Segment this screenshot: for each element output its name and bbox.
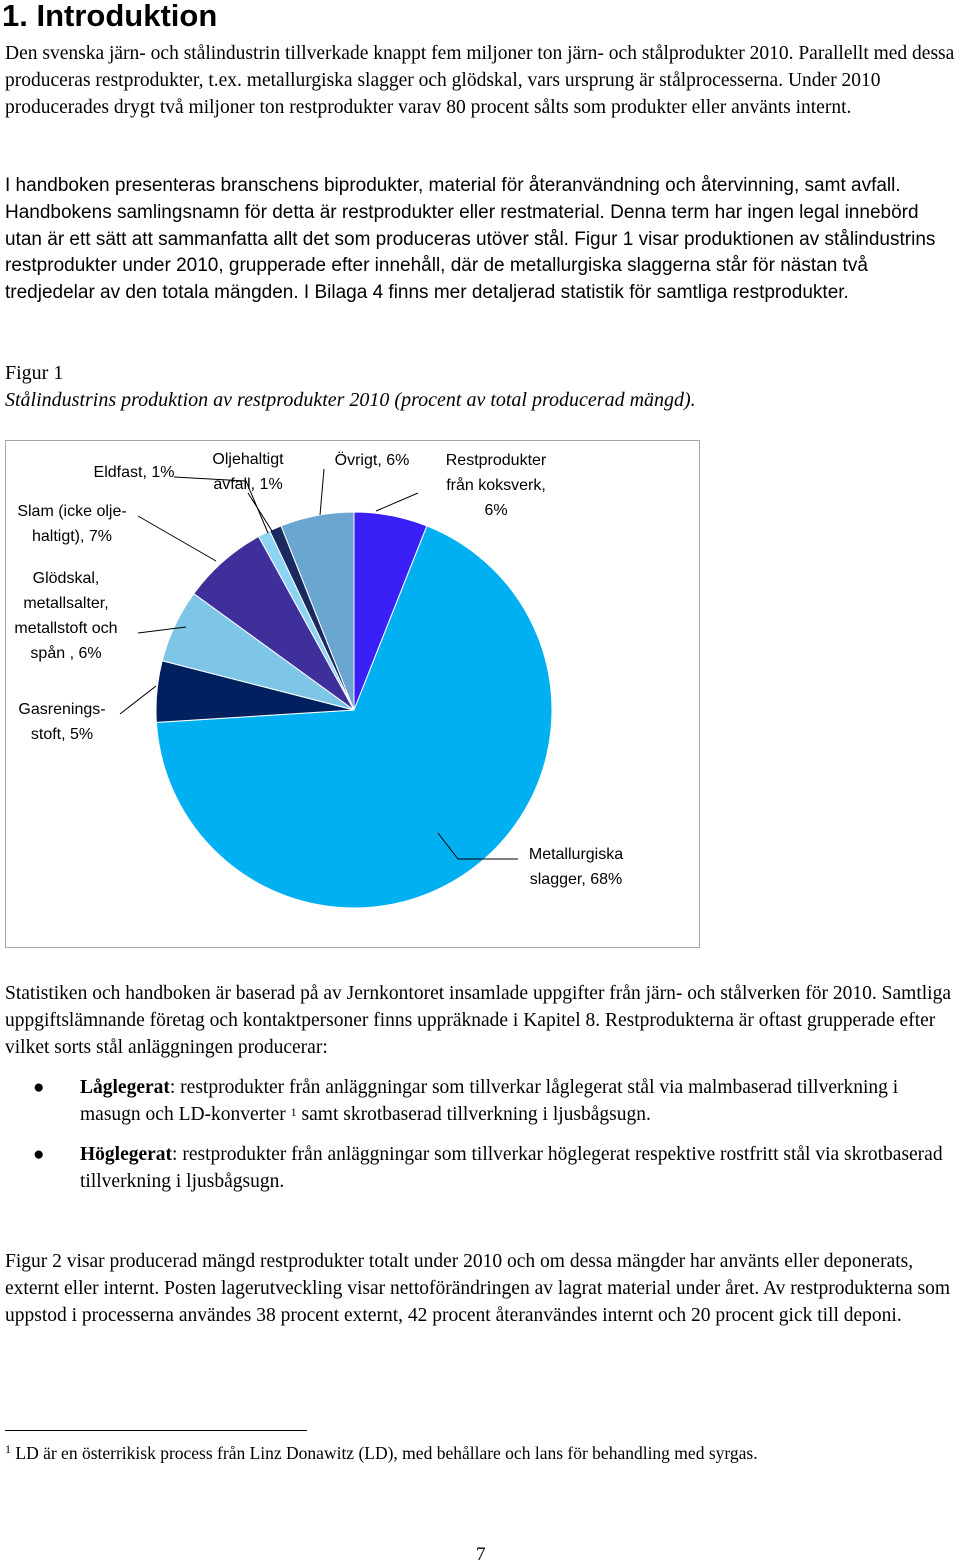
footnote-text: LD är en österrikisk process från Linz Donawitz (LD), med behållare och lans för behandling med syrgas. xyxy=(11,1443,758,1463)
section-heading: 1. Introduktion xyxy=(2,0,218,33)
footnote-marker: 1 xyxy=(5,1442,11,1456)
leader-line xyxy=(120,686,156,714)
slice-label-line: spån , 6% xyxy=(30,645,102,662)
slice-label-line: Eldfast, 1% xyxy=(93,464,175,481)
pie-chart xyxy=(6,441,701,949)
slice-label-line: Oljehaltigt xyxy=(212,451,284,468)
slice-label-line: Restprodukter xyxy=(445,452,547,469)
leader-line xyxy=(320,469,324,515)
slice-label-line: Metallurgiska xyxy=(528,846,624,863)
leader-line xyxy=(376,493,418,511)
slice-label-line: Glödskal, xyxy=(32,570,100,587)
slice-label xyxy=(17,503,126,545)
slice-label-line: 6% xyxy=(484,502,508,519)
bullet-term: Låglegerat xyxy=(80,1077,170,1098)
bullet-text-cont: samt skrotbaserad tillverkning i ljusbågsugn. xyxy=(296,1104,651,1125)
slice-label-line: metallsalter, xyxy=(23,595,109,612)
slice-label-line: Slam (icke olje- xyxy=(17,503,127,520)
figure-caption: Stålindustrins produktion av restprodukter 2010 (procent av total producerad mängd). xyxy=(5,389,696,411)
bullet-icon: ● xyxy=(33,1144,45,1165)
slice-label xyxy=(446,452,547,519)
slice-label-line: haltigt), 7% xyxy=(31,528,113,545)
leader-line xyxy=(138,516,216,561)
leader-line xyxy=(248,493,272,531)
intro-paragraph: Den svenska järn- och stålindustrin tillverkade knappt fem miljoner ton järn- och stålprodukter 2010. Parallellt med dessa produceras restprodukter, t.ex. metallurgiska slagger och glödskal, vars ursprung är stålprocesserna. Under 2010 producerades drygt två miljoner ton restprodukter varav 80 procent sålts som produkter eller använts internt. xyxy=(5,43,955,118)
slice-label xyxy=(529,846,623,888)
slice-label-line: avfall, 1% xyxy=(213,476,283,493)
handbook-paragraph: I handboken presenteras branschens biprodukter, material för återanvändning och återvinning, samt avfall. Handbokens samlingsnamn för detta är restprodukter eller restmaterial. Denna term har ingen legal innebörd utan är ett sätt att sammanfatta allt det som produceras utöver stål. Figur 1 visar produktionen av stålindustrins restprodukter under 2010, grupperade efter innehåll, där de metallurgiska slaggerna står för nästan två tredjedelar av den totala mängden. I Bilaga 4 finns mer detaljerad statistik för samtliga restprodukter. xyxy=(5,175,936,304)
bullet-item-laglegerat xyxy=(0,1074,960,1128)
bullet-icon: ● xyxy=(33,1077,45,1098)
bullet-text: : restprodukter från anläggningar som tillverkar låglegerat stål via malmbaserad tillverkning i masugn och LD-konverter xyxy=(80,1077,899,1125)
slice-label xyxy=(94,464,175,481)
slice-label xyxy=(335,451,410,469)
slice-label xyxy=(14,570,117,662)
slice-label-line: metallstoft och xyxy=(14,620,118,637)
bullet-term: Höglegerat xyxy=(80,1144,173,1165)
slice-label-line: Gasrenings- xyxy=(18,701,106,718)
bullet-list xyxy=(0,1074,960,1195)
footnote xyxy=(5,1440,758,1466)
figure-label: Figur 1 xyxy=(5,362,64,384)
bullet-text: : restprodukter från anläggningar som tillverkar höglegerat respektive rostfritt stål via skrotbaserad tillverkning i ljusbågsugn. xyxy=(80,1144,943,1192)
pie-chart-frame xyxy=(5,440,700,948)
slice-label-line: stoft, 5% xyxy=(30,726,94,743)
bullet-item-hoglegerat xyxy=(0,1141,960,1195)
slice-label-line: slagger, 68% xyxy=(529,871,623,888)
slice-label xyxy=(18,701,105,743)
footnote-ref[interactable]: 1 xyxy=(290,1105,297,1119)
page-number: 7 xyxy=(476,1544,486,1565)
slice-label-line: Övrigt, 6% xyxy=(334,452,410,469)
slice-label-line: från koksverk, xyxy=(446,477,546,494)
stats-paragraph: Statistiken och handboken är baserad på av Jernkontoret insamlade uppgifter från järn- och stålverken för 2010. Samtliga uppgiftslämnande företag och kontaktpersoner finns uppräknade i Kapitel 8. Restprodukterna är oftast grupperade efter vilket sorts stål anläggningen producerar: xyxy=(5,983,951,1058)
footnote-divider xyxy=(5,1430,307,1431)
slice-label xyxy=(212,451,284,493)
figure2-paragraph: Figur 2 visar producerad mängd restprodukter totalt under 2010 och om dessa mängder har använts eller deponerats, externt eller internt. Posten lagerutveckling visar nettoförändringen av lagrat material under året. Av restprodukterna som uppstod i processerna användes 38 procent externt, 42 procent återanvändes internt och 20 procent gick till deponi. xyxy=(5,1251,951,1326)
